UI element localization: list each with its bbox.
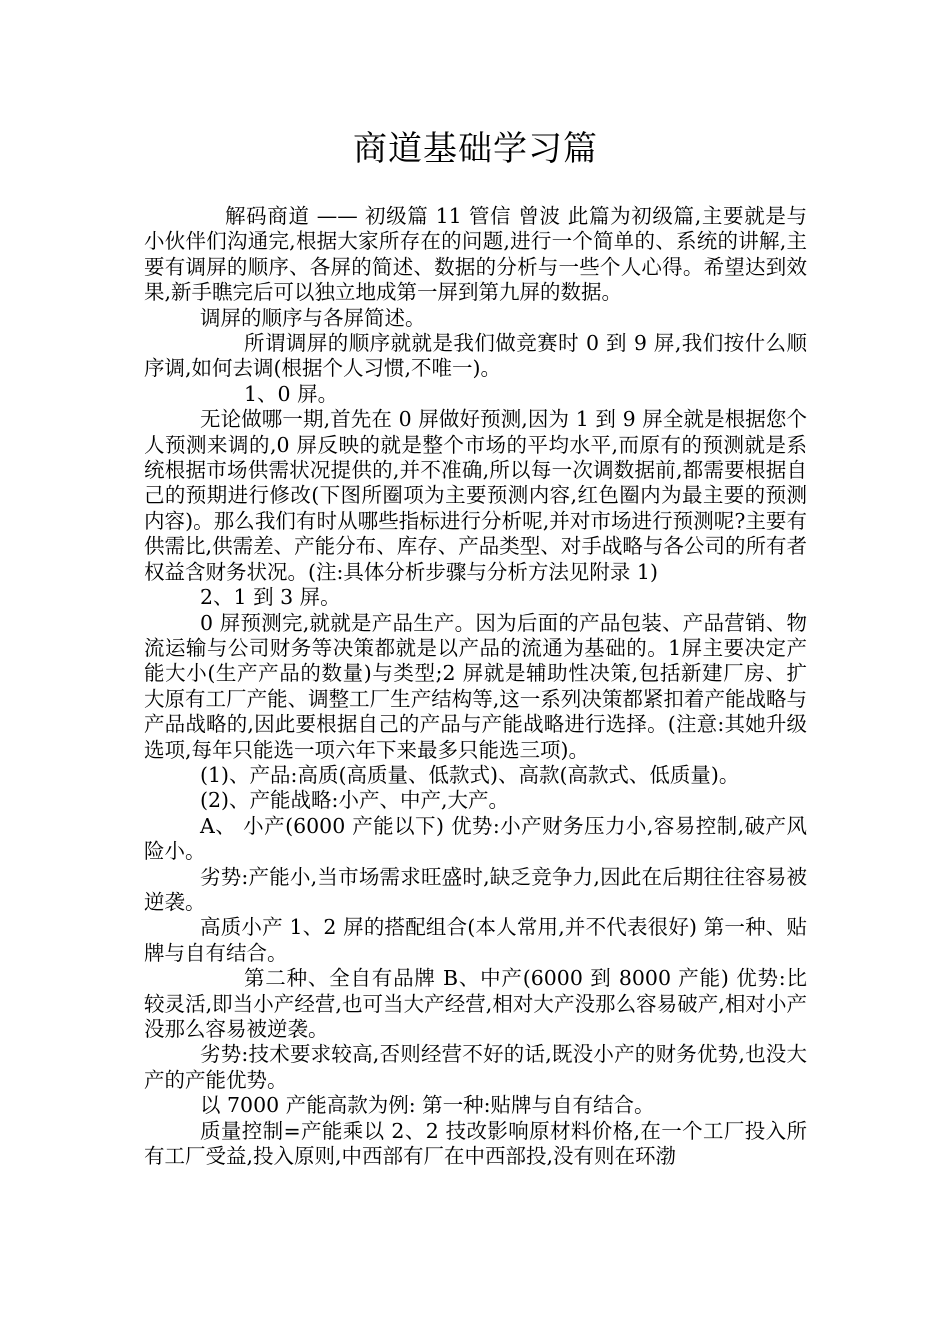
paragraph: A、 小产(6000 产能以下) 优势:小产财务压力小,容易控制,破产风险小。: [144, 813, 807, 864]
paragraph: 所谓调屏的顺序就就是我们做竞赛时 0 到 9 屏,我们按什么顺序调,如何去调(根据个人习惯,不唯一)。: [144, 331, 807, 381]
paragraph: 解码商道 —— 初级篇 11 管信 曾波 此篇为初级篇,主要就是与小伙伴们沟通完,根据大家所存在的问题,进行一个简单的、系统的讲解,主要有调屏的顺序、各屏的简述、数据的分析与一些个人心得。希望达到效果,新手瞧完后可以独立地成第一屏到第九屏的数据。: [144, 204, 807, 305]
paragraph: 无论做哪一期,首先在 0 屏做好预测,因为 1 到 9 屏全就是根据您个人预测来调的,0 屏反映的就是整个市场的平均水平,而原有的预测就是系统根据市场供需状况提供的,并不准确,所以每一次调数据前,都需要根据自己的预期进行修改(下图所圈项为主要预测内容,红色圈内为最主要的预测内容)。那么我们有时从哪些指标进行分析呢,并对市场进行预测呢?主要有供需比,供需差、产能分布、库存、产品类型、对手战略与各公司的所有者权益含财务状况。(注:具体分析步骤与分析方法见附录 1): [144, 407, 807, 584]
paragraph: (1)、产品:高质(高质量、低款式)、高款(高款式、低质量)。: [200, 762, 740, 787]
paragraph: 1、0 屏。: [244, 381, 339, 406]
page-title: 商道基础学习篇: [353, 129, 598, 169]
paragraph: 劣势:产能小,当市场需求旺盛时,缺乏竞争力,因此在后期往往容易被逆袭。: [144, 864, 807, 914]
document-body: [144, 204, 807, 1169]
paragraph: (2)、产能战略:小产、中产,大产。: [200, 788, 509, 813]
paragraph: 劣势:技术要求较高,否则经营不好的话,既没小产的财务优势,也没大产的产能优势。: [144, 1042, 807, 1092]
paragraph: 2、1 到 3 屏。: [200, 585, 341, 610]
paragraph: 调屏的顺序与各屏简述。: [200, 305, 426, 330]
paragraph: 质量控制=产能乘以 2、2 技改影响原材料价格,在一个工厂投入所有工厂受益,投入原则,中西部有厂在中西部投,没有则在环渤: [144, 1118, 807, 1169]
paragraph: 第二种、全自有品牌 B、中产(6000 到 8000 产能) 优势:比较灵活,即当小产经营,也可当大产经营,相对大产没那么容易破产,相对小产没那么容易被逆袭。: [144, 966, 807, 1041]
paragraph: 以 7000 产能高款为例: 第一种:贴牌与自有结合。: [200, 1093, 655, 1118]
paragraph: 高质小产 1、2 屏的搭配组合(本人常用,并不代表很好) 第一种、贴牌与自有结合。: [144, 915, 807, 965]
paragraph: 0 屏预测完,就就是产品生产。因为后面的产品包装、产品营销、物流运输与公司财务等决策都就是以产品的流通为基础的。1屏主要决定产能大小(生产产品的数量)与类型;2 屏就是辅助性决策,包括新建厂房、扩大原有工厂产能、调整工厂生产结构等,这一系列决策都紧扣着产能战略与产品战略的,因此要根据自己的产品与产能战略进行选择。(注意:其她升级选项,每年只能选一项六年下来最多只能选三项)。: [144, 610, 807, 762]
